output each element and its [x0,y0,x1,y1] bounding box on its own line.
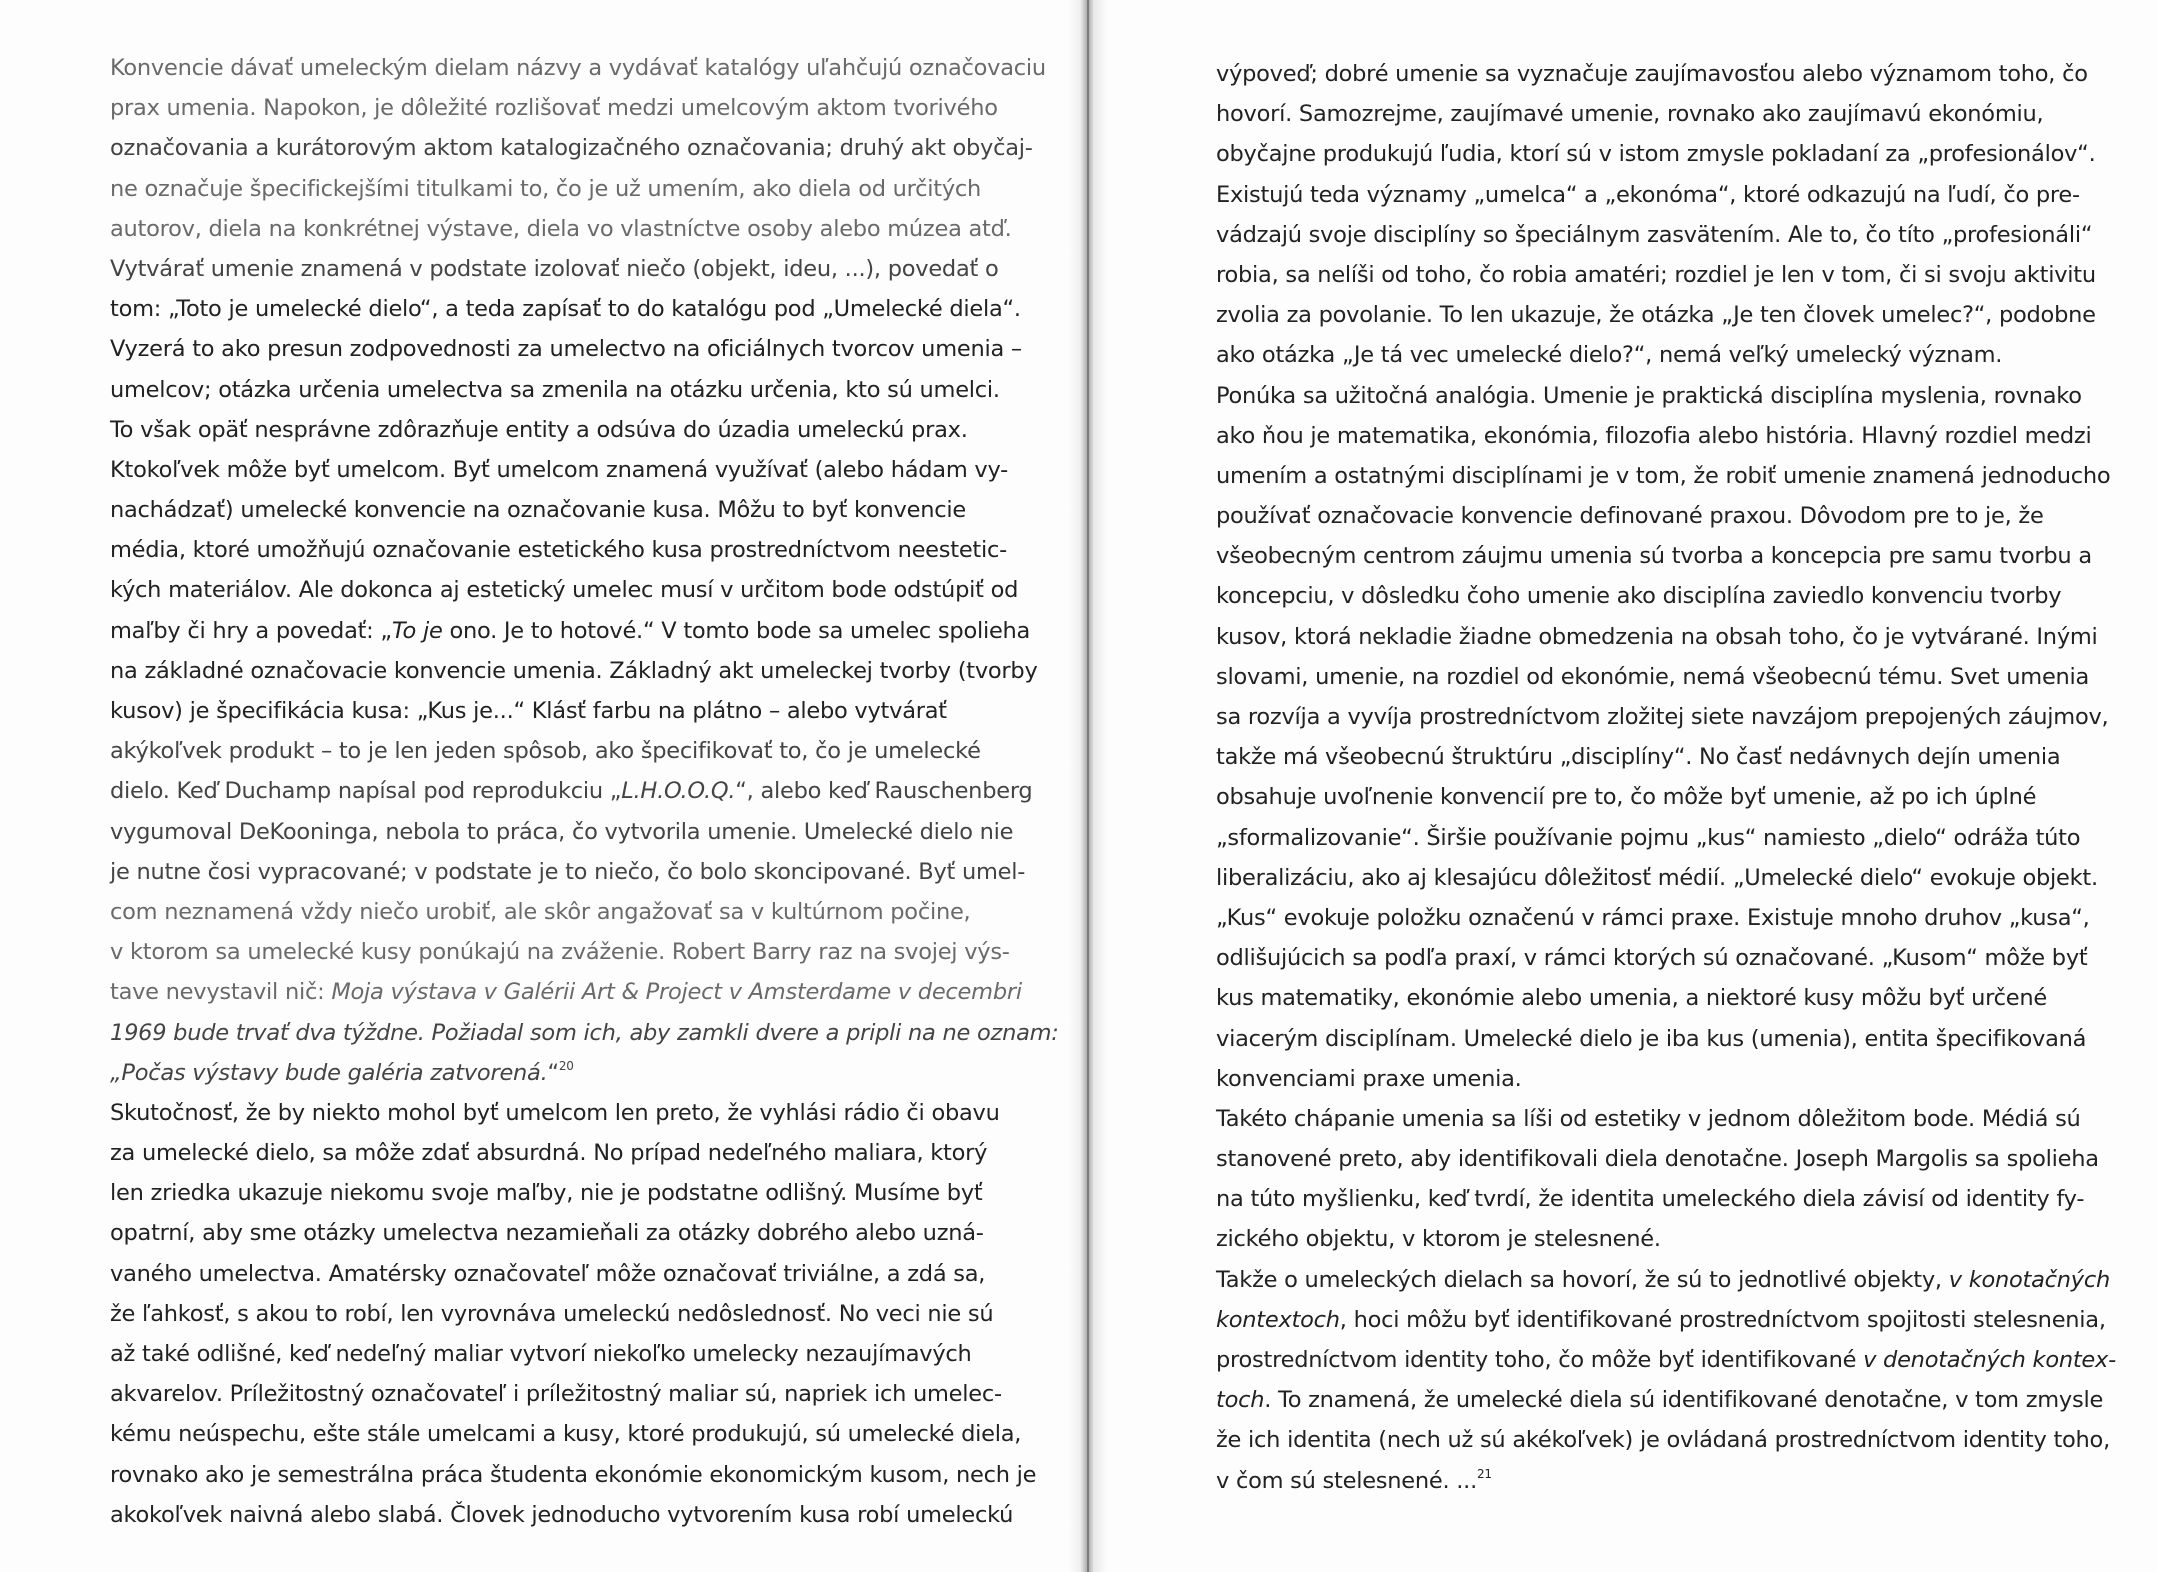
text-segment: kontextoch [1216,1306,1340,1333]
text-line: slovami, umenie, na rozdiel od ekonómie, nemá všeobecnú tému. Svet umenia [1216,663,2090,690]
text-line [1216,1300,2116,1340]
text-line: ne označuje špecifickejšími titulkami to, čo je už umením, ako diela od určitých [110,175,982,202]
text-segment: dielo. Keď Duchamp napísal pod reprodukciu „ [110,778,622,805]
text-segment: toch [1216,1387,1265,1414]
text-line: koncepciu, v dôsledku čoho umenie ako disciplína zaviedlo konvenciu tvorby [1216,583,2062,610]
text-line: „sformalizovanie“. Širšie používanie pojmu „kus“ namiesto „dielo“ odráža túto [1216,824,2081,851]
text-line: až také odlišné, keď nedeľný maliar vytvorí niekoľko umelecky nezaujímavých [110,1341,972,1367]
text-line: takže má všeobecnú štruktúru „disciplíny“. No časť nedávnych dejín umenia [1216,744,2061,771]
text-line: na základné označovacie konvencie umenia. Základný akt umeleckej tvorby (tvorby [110,657,1038,684]
text-line: stanovené preto, aby identifikovali diela denotačne. Joseph Margolis sa spolieha [1216,1146,2099,1173]
text-segment: v konotačných [1948,1266,2110,1293]
text-line: akokoľvek naivná alebo slabá. Človek jednoducho vytvorením kusa robí umeleckú [110,1501,1014,1528]
text-segment: 1969 bude trvať dva týždne. Požiadal som ich, aby zamkli dvere a pripli na ne oznam: [110,1019,1059,1046]
text-line: výpoveď; dobré umenie sa vyznačuje zaujímavosťou alebo významom toho, čo [1216,61,2088,87]
text-segment: v čom sú stelesnené. ... [1216,1467,1477,1494]
text-line: Takéto chápanie umenia sa líši od estetiky v jednom dôležitom bode. Médiá sú [1216,1105,2081,1132]
text-line: Vyzerá to ako presun zodpovednosti za umelectvo na oficiálnych tvorcov umenia – [110,336,1022,363]
text-segment: “, alebo keď Rauschenberg [735,778,1033,805]
text-line: akýkoľvek produkt – to je len jeden spôsob, ako špecifikovať to, čo je umelecké [110,738,981,765]
text-line [110,771,1059,811]
text-segment: maľby či hry a povedať: „ [110,617,392,644]
text-line: hovorí. Samozrejme, zaujímavé umenie, rovnako ako zaujímavú ekonómiu, [1216,101,2044,128]
text-line: vygumoval DeKooninga, nebola to práca, čo vytvorila umenie. Umelecké dielo nie [110,818,1014,845]
text-line [110,611,1059,651]
text-line: len zriedka ukazuje niekomu svoje maľby, nie je podstatne odlišný. Musíme byť [110,1180,983,1207]
text-line: obsahuje uvoľnenie konvencií pre to, čo môže byť umenie, až po ich úplné [1216,784,2037,811]
text-line [110,1013,1059,1053]
left-page-text [110,48,1059,1535]
text-line: je nutne čosi vypracované; v podstate je to niečo, čo bolo skoncipované. Byť umel- [110,858,1026,885]
text-line: opatrní, aby sme otázky umelectva nezamieňali za otázky dobrého alebo uzná- [110,1220,984,1247]
text-segment: . To znamená, že umelecké diela sú identifikované denotačne, v tom zmysle [1264,1387,2104,1414]
text-line [1216,1380,2116,1420]
text-line: kých materiálov. Ale dokonca aj estetický umelec musí v určitom bode odstúpiť od [110,577,1019,604]
text-line [110,1053,1059,1093]
text-line [110,972,1059,1012]
text-line: To však opäť nesprávne zdôrazňuje entity a odsúva do úzadia umeleckú prax. [110,416,968,443]
text-line: „Kus“ evokuje položku označenú v rámci praxe. Existuje mnoho druhov „kusa“, [1216,904,2090,931]
text-line: zvolia za povolanie. To len ukazuje, že otázka „Je ten človek umelec?“, podobne [1216,302,2096,329]
right-page-text [1216,54,2116,1501]
footnote-ref: 21 [1476,1466,1492,1481]
text-line: viacerým disciplínam. Umelecké dielo je iba kus (umenia), entita špecifikovaná [1216,1025,2087,1052]
text-segment: „Počas výstavy bude galéria zatvorená. [110,1059,548,1086]
text-line: všeobecným centrom záujmu umenia sú tvorba a koncepcia pre samu tvorbu a [1216,543,2092,570]
text-line: že ľahkosť, s akou to robí, len vyrovnáva umeleckú nedôslednosť. No veci nie sú [110,1300,994,1327]
text-line: umením a ostatnými disciplínami je v tom, že robiť umenie znamená jednoducho [1216,462,2111,489]
text-segment: v denotačných kontex- [1863,1347,2116,1373]
text-segment: To je [391,617,443,644]
text-line: označovania a kurátorovým aktom katalogizačného označovania; druhý akt obyčaj- [110,135,1033,162]
text-line: Existujú teda významy „umelca“ a „ekonóma“, ktoré odkazujú na ľudí, čo pre- [1216,181,2080,208]
text-line: sa rozvíja a vyvíja prostredníctvom zložitej siete navzájom prepojených záujmov, [1216,704,2109,730]
text-line: ako ňou je matematika, ekonómia, filozofia alebo história. Hlavný rozdiel medzi [1216,422,2092,449]
text-line: rovnako ako je semestrálna práca študenta ekonómie ekonomickým kusom, nech je [110,1461,1037,1488]
text-line: vádzajú svoje disciplíny so špeciálnym zasvätením. Ale to, čo títo „profesionáli“ [1216,221,2093,248]
text-line: prax umenia. Napokon, je dôležité rozlišovať medzi umelcovým aktom tvorivého [110,95,998,122]
text-line: Ponúka sa užitočná analógia. Umenie je praktická disciplína myslenia, rovnako [1216,382,2082,409]
text-line: že ich identita (nech už sú akékoľvek) je ovládaná prostredníctvom identity toho, [1216,1427,2110,1454]
text-line: Ktokoľvek môže byť umelcom. Byť umelcom znamená využívať (alebo hádam vy- [110,456,1009,483]
text-line [1216,1260,2116,1300]
right-page [1088,0,2157,1572]
text-line: za umelecké dielo, sa môže zdať absurdná. No prípad nedeľného maliara, ktorý [110,1140,988,1167]
text-segment: , hoci môžu byť identifikované prostredníctvom spojitosti stelesnenia, [1339,1306,2106,1333]
text-line: tom: „Toto je umelecké dielo“, a teda zapísať to do katalógu pod „Umelecké diela“. [110,296,1021,323]
text-segment: ono. Je to hotové.“ V tomto bode sa umelec spolieha [442,617,1031,644]
text-line: kusov) je špecifikácia kusa: „Kus je...“ Klásť farbu na plátno – alebo vytvárať [110,698,947,724]
text-line: zického objektu, v ktorom je stelesnené. [1216,1226,1661,1253]
text-segment: tave nevystavil nič: [110,979,332,1006]
book-gutter-fold [1087,0,1089,1572]
text-line: com neznamená vždy niečo urobiť, ale skôr angažovať sa v kultúrnom počine, [110,898,971,925]
text-line [1216,1340,2116,1380]
text-segment: Takže o umeleckých dielach sa hovorí, že sú to jednotlivé objekty, [1216,1266,1949,1293]
text-line: Vytvárať umenie znamená v podstate izolovať niečo (objekt, ideu, ...), povedať o [110,255,999,282]
text-line: kusov, ktorá nekladie žiadne obmedzenia na obsah toho, čo je vytvárané. Inými [1216,623,2098,650]
text-line: liberalizáciu, ako aj klesajúcu dôležitosť médií. „Umelecké dielo“ evokuje objekt. [1216,864,2098,891]
text-line: Konvencie dávať umeleckým dielam názvy a vydávať katalógy uľahčujú označovaciu [110,55,1046,81]
text-segment: L.H.O.O.Q. [621,778,736,805]
text-line: autorov, diela na konkrétnej výstave, diela vo vlastníctve osoby alebo múzea atď. [110,215,1012,242]
text-line: akvarelov. Príležitostný označovateľ i príležitostný maliar sú, napriek ich umelec- [110,1381,1002,1408]
text-line: odlišujúcich sa podľa praxí, v rámci ktorých sú označované. „Kusom“ môže byť [1216,945,2088,972]
text-line: vaného umelectva. Amatérsky označovateľ môže označovať triviálne, a zdá sa, [110,1260,986,1287]
text-segment: prostredníctvom identity toho, čo môže byť identifikované [1216,1347,1864,1373]
text-line: Skutočnosť, že by niekto mohol byť umelcom len preto, že vyhlási rádio či obavu [110,1099,1000,1126]
text-line: nachádzať) umelecké konvencie na označovanie kusa. Môžu to byť konvencie [110,497,966,524]
text-line: používať označovacie konvencie definované praxou. Dôvodom pre to je, že [1216,503,2044,530]
text-line: konvenciami praxe umenia. [1216,1065,1522,1092]
text-line: kému neúspechu, ešte stále umelcami a kusy, ktoré produkujú, sú umelecké diela, [110,1421,1022,1448]
text-line: kus matematiky, ekonómie alebo umenia, a niektoré kusy môžu byť určené [1216,985,2047,1012]
text-line: ako otázka „Je tá vec umelecké dielo?“, nemá veľký umelecký význam. [1216,342,2003,369]
text-line: robia, sa nelíši od toho, čo robia amatéri; rozdiel je len v tom, či si svoju aktivitu [1216,261,2096,288]
text-line: obyčajne produkujú ľudia, ktorí sú v istom zmysle pokladaní za „profesionálov“. [1216,141,2096,168]
text-segment: Moja výstava v Galérii Art & Project v Amsterdame v decembri [331,979,1022,1006]
text-segment: “ [547,1059,559,1086]
text-line: média, ktoré umožňujú označovanie estetického kusa prostredníctvom neestetic- [110,537,1007,564]
text-line: v ktorom sa umelecké kusy ponúkajú na zváženie. Robert Barry raz na svojej výs- [110,939,1010,966]
footnote-ref: 20 [558,1058,574,1073]
text-line [1216,1461,2116,1501]
text-line: na túto myšlienku, keď tvrdí, že identita umeleckého diela závisí od identity fy- [1216,1186,2085,1213]
text-line: umelcov; otázka určenia umelectva sa zmenila na otázku určenia, kto sú umelci. [110,376,1000,403]
